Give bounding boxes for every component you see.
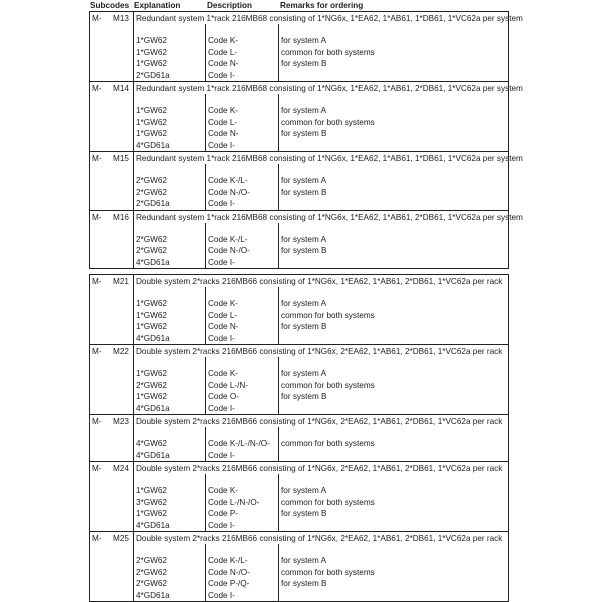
description-cell: Code L-	[208, 310, 238, 320]
description-cell: Code N-	[208, 322, 239, 331]
table-row	[134, 391, 508, 403]
block-title: Double system 2*racks 216MB66 consisting of 1*NG6x, 2*EA62, 1*AB61, 2*DB61, 1*VC62a per rack	[136, 464, 503, 473]
description-cell: Code K-/L-/N-/O-	[208, 439, 270, 448]
remarks-cell: for system B	[281, 187, 327, 197]
table-row	[134, 497, 508, 509]
block-title: Double system 2*racks 216MB66 consisting of 1*NG6x, 2*EA62, 1*AB61, 2*DB61, 1*VC62a per rack	[136, 534, 503, 543]
block-content	[133, 532, 508, 601]
block-rows	[134, 94, 508, 151]
subcode: M21	[113, 277, 129, 286]
block-rows	[134, 287, 508, 344]
remarks-cell: common for both systems	[281, 117, 375, 127]
explanation-cell: 1*GW62	[136, 369, 167, 378]
description-cell: Code K-/L-	[208, 556, 248, 565]
table-row	[134, 105, 508, 117]
remarks-cell: common for both systems	[281, 439, 375, 448]
remarks-cell: for system B	[281, 392, 327, 401]
explanation-cell: 1*GW62	[136, 117, 167, 127]
table-row	[134, 47, 508, 59]
table-row	[134, 321, 508, 333]
table-row	[134, 333, 508, 345]
table-header	[89, 0, 509, 12]
description-cell: Code I-	[208, 590, 235, 600]
block-content	[133, 211, 523, 269]
explanation-cell: 4*GD61a	[136, 403, 170, 413]
block-title: Double system 2*racks 216MB66 consisting of 1*NG6x, 1*EA62, 1*AB61, 2*DB61, 1*VC62a per rack	[136, 277, 503, 286]
block-rows	[134, 223, 508, 269]
explanation-cell: 4*GD61a	[136, 140, 170, 150]
table-row	[134, 368, 508, 380]
table-row	[134, 175, 508, 187]
subcode-prefix: M-	[92, 464, 102, 473]
remarks-cell: for system A	[281, 299, 327, 308]
explanation-cell: 1*GW62	[136, 486, 167, 495]
remarks-cell: for system A	[281, 176, 327, 185]
remarks-cell: common for both systems	[281, 310, 375, 320]
table-row	[134, 187, 508, 199]
subcode-group	[89, 12, 523, 269]
block-content	[133, 12, 523, 81]
description-cell: Code K-	[208, 299, 239, 308]
explanation-cell: 2*GW62	[136, 380, 167, 390]
table-row	[134, 508, 508, 520]
subcode: M22	[113, 347, 129, 356]
block-content	[133, 415, 508, 461]
subcode-prefix: M-	[92, 14, 102, 23]
description-cell: Code K-	[208, 36, 239, 45]
table-body	[89, 12, 523, 602]
block-content	[133, 462, 508, 531]
explanation-cell: 1*GW62	[136, 310, 167, 320]
subcode-block	[90, 210, 523, 269]
remarks-cell: for system A	[281, 234, 327, 244]
remarks-cell: for system B	[281, 509, 327, 518]
remarks-cell: for system B	[281, 322, 327, 331]
block-title: Double system 2*racks 216MB66 consisting of 1*NG6x, 2*EA62, 1*AB61, 2*DB61, 1*VC62a per rack	[136, 347, 503, 356]
subcode-prefix: M-	[92, 212, 102, 222]
table-row	[134, 245, 508, 257]
table-row	[134, 140, 508, 152]
description-cell: Code P-/Q-	[208, 579, 250, 588]
block-content	[133, 275, 508, 344]
remarks-cell: for system A	[281, 106, 327, 115]
description-cell: Code K-	[208, 106, 239, 115]
explanation-cell: 4*GD61a	[136, 590, 170, 600]
description-cell: Code I-	[208, 403, 235, 413]
explanation-cell: 2*GW62	[136, 176, 167, 185]
block-title: Redundant system 1*rack 216MB68 consisting of 1*NG6x, 1*EA62, 1*AB61, 2*DB61, 1*VC62a per system	[136, 84, 523, 93]
table-row	[134, 520, 508, 532]
description-cell: Code I-	[208, 520, 235, 530]
explanation-cell: 1*GW62	[136, 322, 167, 331]
remarks-cell: for system B	[281, 246, 327, 255]
explanation-cell: 2*GW62	[136, 579, 167, 588]
description-cell: Code K-	[208, 486, 239, 495]
table-row	[134, 403, 508, 415]
explanation-cell: 4*GD61a	[136, 450, 170, 460]
explanation-cell: 2*GW62	[136, 246, 167, 255]
subcode-block	[90, 275, 508, 344]
table-row	[134, 578, 508, 590]
table-row	[134, 438, 508, 450]
description-cell: Code P-	[208, 509, 239, 518]
explanation-cell: 1*GW62	[136, 509, 167, 518]
header-explanation: Explanation	[134, 1, 181, 10]
explanation-cell: 2*GW62	[136, 234, 167, 244]
subcode: M15	[113, 154, 129, 163]
subcode-block	[90, 151, 523, 210]
subcode-prefix: M-	[92, 154, 102, 163]
remarks-cell: for system B	[281, 59, 327, 68]
remarks-cell: common for both systems	[281, 47, 375, 57]
subcode-block	[90, 81, 523, 151]
description-cell: Code I-	[208, 333, 235, 343]
block-rows	[134, 427, 508, 461]
subcode-prefix: M-	[92, 534, 102, 543]
subcode-prefix: M-	[92, 84, 102, 93]
remarks-cell: for system B	[281, 579, 327, 588]
table-row	[134, 128, 508, 140]
subcode-group	[89, 274, 509, 602]
table-row	[134, 58, 508, 70]
explanation-cell: 4*GD61a	[136, 257, 170, 267]
description-cell: Code I-	[208, 140, 235, 150]
table-row	[134, 567, 508, 579]
block-content	[133, 152, 523, 210]
explanation-cell: 1*GW62	[136, 299, 167, 308]
description-cell: Code I-	[208, 257, 235, 267]
subcode: M14	[113, 84, 129, 93]
table-row	[134, 555, 508, 567]
explanation-cell: 2*GW62	[136, 187, 167, 197]
subcode: M24	[113, 464, 129, 473]
table-row	[134, 257, 508, 269]
table-row	[134, 298, 508, 310]
description-cell: Code L-/N-/O-	[208, 497, 260, 507]
explanation-cell: 2*GD61a	[136, 199, 170, 208]
description-cell: Code K-	[208, 369, 239, 378]
description-cell: Code O-	[208, 392, 239, 401]
subcode-prefix: M-	[92, 417, 102, 426]
header-description: Description	[207, 1, 253, 10]
subcode: M16	[113, 212, 129, 222]
explanation-cell: 4*GD61a	[136, 520, 170, 530]
explanation-cell: 4*GD61a	[136, 333, 170, 343]
explanation-cell: 2*GW62	[136, 567, 167, 577]
explanation-cell: 1*GW62	[136, 106, 167, 115]
table-row	[134, 117, 508, 129]
description-cell: Code N-/O-	[208, 187, 250, 197]
subcode: M23	[113, 417, 129, 426]
explanation-cell: 1*GW62	[136, 392, 167, 401]
block-rows	[134, 474, 508, 531]
block-title: Redundant system 1*rack 216MB68 consisting of 1*NG6x, 1*EA62, 1*AB61, 2*DB61, 1*VC62a per system	[136, 212, 523, 222]
subcode: M13	[113, 14, 129, 23]
remarks-cell: for system A	[281, 556, 327, 565]
table-row	[134, 198, 508, 210]
subcode-prefix: M-	[92, 347, 102, 356]
table-row	[134, 590, 508, 602]
table-row	[134, 35, 508, 47]
description-cell: Code I-	[208, 70, 235, 80]
block-content	[133, 345, 508, 414]
description-cell: Code I-	[208, 450, 235, 460]
remarks-cell: for system A	[281, 36, 327, 45]
table-row	[134, 450, 508, 462]
subcode-block	[90, 344, 508, 414]
description-cell: Code K-/L-	[208, 234, 248, 244]
table-row	[134, 70, 508, 82]
explanation-cell: 1*GW62	[136, 59, 167, 68]
block-title: Redundant system 1*rack 216MB68 consisting of 1*NG6x, 1*EA62, 1*AB61, 1*DB61, 1*VC62a per system	[136, 14, 523, 23]
description-cell: Code L-	[208, 117, 238, 127]
subcode-prefix: M-	[92, 277, 102, 286]
description-cell: Code N-	[208, 129, 239, 138]
table-row	[134, 310, 508, 322]
subcode-block	[90, 461, 508, 531]
header-subcodes: Subcodes	[90, 1, 130, 10]
subcode: M25	[113, 534, 129, 543]
block-content	[133, 82, 523, 151]
description-cell: Code L-/N-	[208, 380, 249, 390]
explanation-cell: 4*GW62	[136, 439, 167, 448]
block-rows	[134, 357, 508, 414]
description-cell: Code N-	[208, 59, 239, 68]
remarks-cell: common for both systems	[281, 497, 375, 507]
block-title: Redundant system 1*rack 216MB68 consisting of 1*NG6x, 1*EA62, 1*AB61, 1*DB61, 1*VC62a per system	[136, 154, 523, 163]
description-cell: Code I-	[208, 199, 235, 208]
remarks-cell: common for both systems	[281, 380, 375, 390]
subcode-block	[90, 414, 508, 461]
subcode-block	[90, 12, 523, 81]
description-cell: Code N-/O-	[208, 246, 250, 255]
explanation-cell: 1*GW62	[136, 36, 167, 45]
table-row	[134, 380, 508, 392]
explanation-cell: 3*GW62	[136, 497, 167, 507]
block-rows	[134, 544, 508, 601]
table-row	[134, 485, 508, 497]
remarks-cell: for system A	[281, 369, 327, 378]
explanation-cell: 1*GW62	[136, 47, 167, 57]
subcode-table	[89, 0, 523, 602]
subcode-block	[90, 531, 508, 601]
table-row	[134, 234, 508, 246]
remarks-cell: common for both systems	[281, 567, 375, 577]
remarks-cell: for system B	[281, 129, 327, 138]
description-cell: Code K-/L-	[208, 176, 248, 185]
block-rows	[134, 24, 508, 81]
header-remarks: Remarks for ordering	[280, 1, 364, 10]
explanation-cell: 2*GD61a	[136, 70, 170, 80]
explanation-cell: 2*GW62	[136, 556, 167, 565]
explanation-cell: 1*GW62	[136, 129, 167, 138]
description-cell: Code L-	[208, 47, 238, 57]
description-cell: Code N-/O-	[208, 567, 250, 577]
block-title: Double system 2*racks 216MB66 consisting of 1*NG6x, 2*EA62, 1*AB61, 2*DB61, 1*VC62a per rack	[136, 417, 503, 426]
block-rows	[134, 164, 508, 210]
remarks-cell: for system A	[281, 486, 327, 495]
